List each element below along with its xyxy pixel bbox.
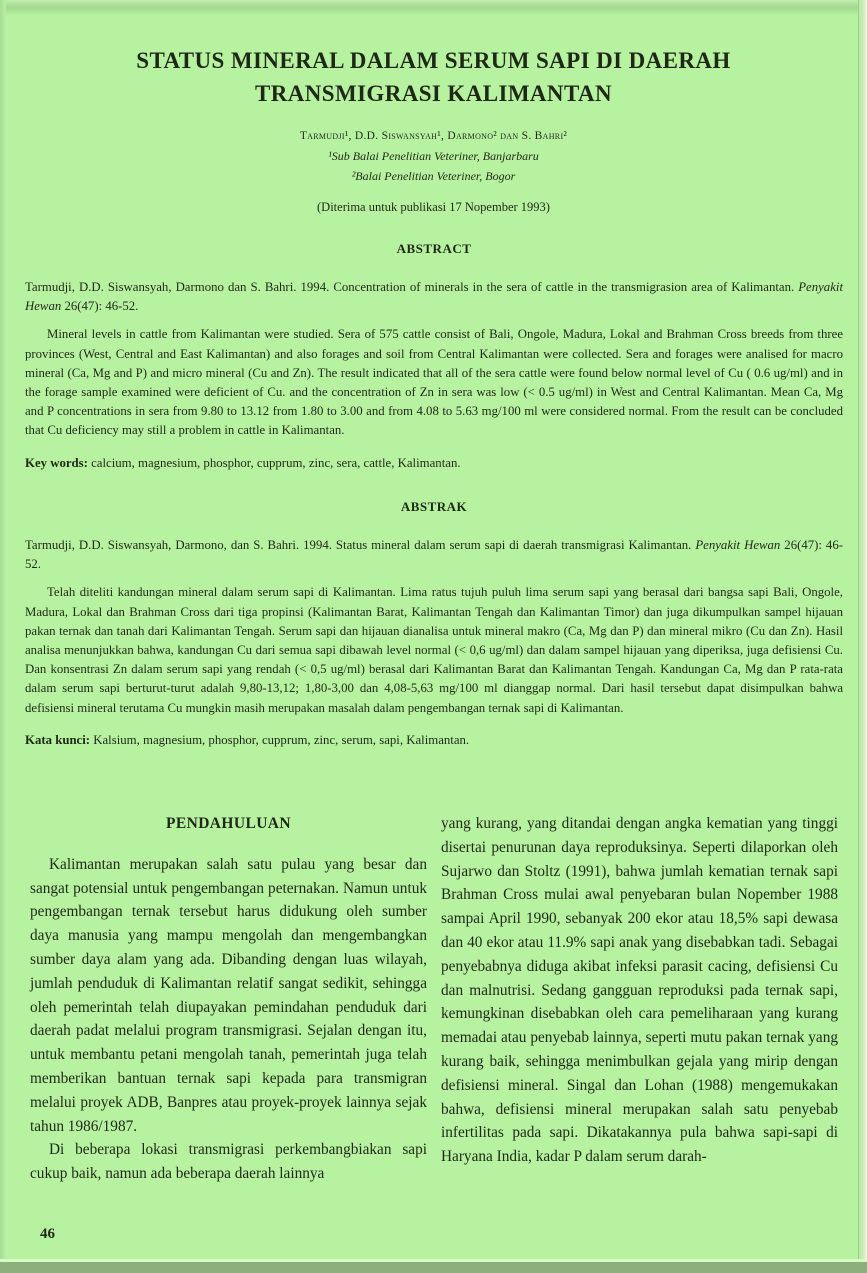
keywords-text: calcium, magnesium, phosphor, cupprum, zinc, sera, cattle, Kalimantan. [87, 455, 461, 470]
intro-paragraph-3: yang kurang, yang ditandai dengan angka kematian yang tinggi disertai penurunan daya reproduksinya. Seperti dilaporkan oleh Sujarwo dan Stoltz (1991), bahwa jumlah kematian ternak sapi Brahman Cross mulai awal penyebaran bulan Nopember 1988 sampai April 1990, sebanyak 200 ekor atau 18,5% sapi dewasa dan 40 ekor atau 11.9% sapi anak yang disebabkan tadi. Sebagai penyebabnya diduga akibat infeksi parasit cacing, defisiensi Cu dan malnutrisi. Sedang gangguan reproduksi pada ternak sapi, kemungkinan disebabkan oleh cara pemeliharaan yang kurang memadai atau penyebab lainnya, seperti mutu pakan ternak yang kurang baik, sehingga menimbulkan gejala yang mirip dengan defisiensi mineral. Singal dan Lohan (1988) mengemukakan bahwa, defisiensi mineral merupakan salah satu penyebab infertilitas pada sapi. Dikatakannya pula bahwa sapi-sapi di Haryana India, kadar P dalam serum darah- [441, 815, 838, 1166]
introduction-heading: PENDAHULUAN [166, 815, 291, 832]
abstract-body: Mineral levels in cattle from Kalimantan were studied. Sera of 575 cattle consist of Bali, Ongole, Madura, Lokal and Brahman Cross breeds from three provinces (West, Central and East Kalimantan) and also forages and soil from Central Kalimantan were collected. Sera and forages were analised for macro mineral (Ca, Mg and P) and micro mineral (Cu and Zn). The result indicated that all of the sera cattle were found below normal level of Cu ( 0.6 ug/ml) and in the forage sample examined were deficient of Cu. and the concentration of Zn in sera was low (< 0.5 ug/ml) in West and Central Kalimantan. Mean Ca, Mg and P concentrations in sera from 9.80 to 13.12 from 1.80 to 3.00 and from 4.08 to 5.63 mg/100 ml were considered normal. From the result can be concluded that Cu deficiency may still a problem in cattle in Kalimantan. [25, 327, 843, 438]
received-note: (Diterima untuk publikasi 17 Nopember 1993) [317, 200, 550, 214]
journal-name-italic: Penyakit Hewan [695, 538, 781, 552]
affiliation-1: ¹Sub Balai Penelitian Veteriner, Banjarbaru [328, 149, 539, 163]
kata-kunci-line [25, 731, 843, 750]
abstract-section-indonesian [25, 499, 843, 750]
abstrak-citation-text: Tarmudji, D.D. Siswansyah, Darmono, dan S. Bahri. 1994. Status mineral dalam serum sapi di daerah transmigrasi Kalimantan. [25, 538, 696, 552]
byline-block [0, 126, 867, 186]
article-title-line1: STATUS MINERAL DALAM SERUM SAPI DI DAERAH [136, 48, 731, 73]
kata-kunci-label: Kata kunci: [25, 732, 91, 747]
abstract-citation [25, 278, 843, 316]
abstract-citation-text: Tarmudji, D.D. Siswansyah, Darmono dan S. Bahri. 1994. Concentration of minerals in the sera of cattle in the transmigrasion area of Kalimantan. [25, 280, 799, 294]
scan-edge-left [0, 0, 6, 1273]
scan-edge-top [0, 0, 867, 16]
intro-column-right [441, 812, 838, 1186]
scan-edge-right [858, 0, 867, 1273]
intro-paragraph-1: Kalimantan merupakan salah satu pulau yang besar dan sangat potensial untuk pengembangan peternakan. Namun untuk pengembangan ternak tersebut harus didukung oleh sumber daya manusia yang mampu mengolah dan mengembangkan sumber daya alam yang ada. Dibanding dengan luas wilayah, jumlah penduduk di Kalimantan relatif sangat sedikit, sehingga oleh pemerintah telah diupayakan pemindahan penduduk dari daerah padat melalui program transmigrasi. Sejalan dengan itu, untuk membantu petani mengolah tanah, pemerintah juga telah memberikan bantuan ternak sapi kepada para transmigran melalui proyek ADB, Banpres atau proyek-proyek lainnya sejak tahun 1986/1987. [30, 855, 427, 1135]
keywords-label: Key words: [25, 455, 88, 470]
intro-column-left [30, 812, 427, 1186]
abstract-citation-pages: 26(47): 46-52. [61, 299, 139, 314]
journal-name-italic: Penyakit Hewan [25, 280, 843, 314]
kata-kunci-text: Kalsium, magnesium, phosphor, cupprum, zinc, serum, sapi, Kalimantan. [90, 732, 470, 747]
scan-edge-bottom [0, 1262, 867, 1273]
abstrak-heading: ABSTRAK [400, 499, 468, 514]
affiliation-2: ²Balai Penelitian Veteriner, Bogor [351, 169, 516, 183]
abstract-section-english [25, 241, 843, 473]
article-title [0, 44, 867, 110]
abstrak-citation-pages: 26(47): 46-52. [25, 538, 843, 572]
introduction-columns [30, 812, 838, 1186]
page-number: 46 [40, 1226, 55, 1242]
abstrak-citation [25, 536, 843, 574]
intro-paragraph-2: Di beberapa lokasi transmigrasi perkembangbiakan sapi cukup baik, namun ada beberapa daerah lainnya [30, 1141, 427, 1183]
keywords-line [25, 454, 843, 473]
abstrak-body: Telah diteliti kandungan mineral dalam serum sapi di Kalimantan. Lima ratus tujuh puluh lima serum sapi yang berasal dari bangsa sapi Bali, Ongole, Madura, Lokal dan Brahman Cross dari tiga propinsi (Kalimantan Barat, Kalimantan Tengah dan Kalimantan Timor) dan juga dikumpulkan sampel hijauan pakan ternak dan tanah dari Kalimantan Tengah. Serum sapi dan hijauan dianalisa untuk mineral makro (Ca, Mg dan P) dan mineral mikro (Cu dan Zn). Hasil analisa menunjukkan bahwa, kandungan Cu dari semua sapi dibawah level normal (< 0,6 ug/ml) dan dalam sampel hijauan yang diperiksa, juga defisiensi Cu. Dan konsentrasi Zn dalam serum sapi yang rendah (< 0,5 ug/ml) berasal dari Kalimantan Barat dan Kalimantan Tengah. Kandungan Ca, Mg dan P rata-rata dalam serum sapi berturut-turut adalah 9,80-13,12; 1,80-3,00 dan 4,08-5,63 mg/100 ml dianggap normal. Dari hasil tersebut dapat disimpulkan bahwa defisiensi mineral terutama Cu mungkin masih merupakan masalah dalam pengembangan ternak sapi di Kalimantan. [25, 585, 843, 715]
abstract-heading: ABSTRACT [396, 241, 472, 256]
authors-line: Tarmudji¹, D.D. Siswansyah¹, Darmono² dan S. Bahri² [299, 130, 568, 142]
article-title-line2: TRANSMIGRASI KALIMANTAN [255, 81, 612, 106]
